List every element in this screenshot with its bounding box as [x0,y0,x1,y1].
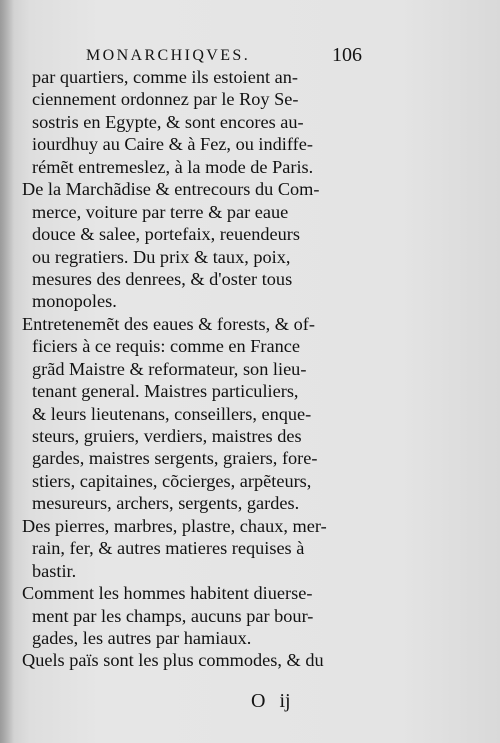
text-line: Entretenemẽt des eaues & forests, & of- [22,313,315,334]
running-head [72,44,368,68]
text-line: bastir. [32,560,77,581]
text-line: Quels païs sont les plus commodes, & du [22,650,324,671]
text-line: & leurs lieutenans, conseillers, enque- [32,403,312,424]
text-line: mesures des denrees, & d'oster tous [32,268,293,289]
text-line: gardes, maistres sergents, graiers, fore- [32,448,318,469]
signature-mark [251,690,291,713]
text-line: steurs, gruiers, verdiers, maistres des [32,426,302,446]
text-line: merce, voiture par terre & par eaue [32,201,289,222]
running-title: MONARCHIQVES. [86,47,251,64]
paragraph [22,649,372,671]
paragraph [22,178,372,313]
text-line: monopoles. [32,291,117,312]
text-line: sostris en Egypte, & sont encores au- [32,111,304,132]
text-line: iourdhuy au Caire & à Fez, ou indiffe- [32,134,313,155]
text-line: douce & salee, portefaix, reuendeurs [32,224,301,245]
text-line: gades, les autres par hamiaux. [32,627,252,648]
signature-letter: O [251,690,266,712]
gutter-shadow [0,0,14,743]
text-line: mesureurs, archers, sergents, gardes. [32,493,300,514]
text-line: tenant general. Maistres particuliers, [32,381,299,402]
signature-number: ij [279,690,291,712]
paragraph [22,66,372,178]
text-line: ficiers à ce requis: comme en France [32,336,300,357]
text-block [22,66,372,672]
text-line: ou regratiers. Du prix & taux, poix, [32,246,291,267]
text-line: stiers, capitaines, cõcierges, arpẽteurs, [32,470,312,491]
text-line: Des pierres, marbres, plastre, chaux, mer- [22,515,327,536]
text-line: De la Marchãdise & entrecours du Com- [22,179,320,200]
text-line: ment par les champs, aucuns par bour- [32,605,314,626]
text-line: par quartiers, comme ils estoient an- [32,67,299,87]
page-number: 106 [332,44,362,66]
paragraph [22,313,372,515]
text-line: Comment les hommes habitent diuerse- [22,583,313,604]
text-line: grãd Maistre & reformateur, son lieu- [32,358,307,379]
text-line: rain, fer, & autres matieres requises à [32,538,305,559]
text-line: rémẽt entremeslez, à la mode de Paris. [32,156,314,177]
paragraph [22,582,372,649]
paragraph [22,515,372,582]
text-line: ciennement ordonnez par le Roy Se- [32,89,299,110]
